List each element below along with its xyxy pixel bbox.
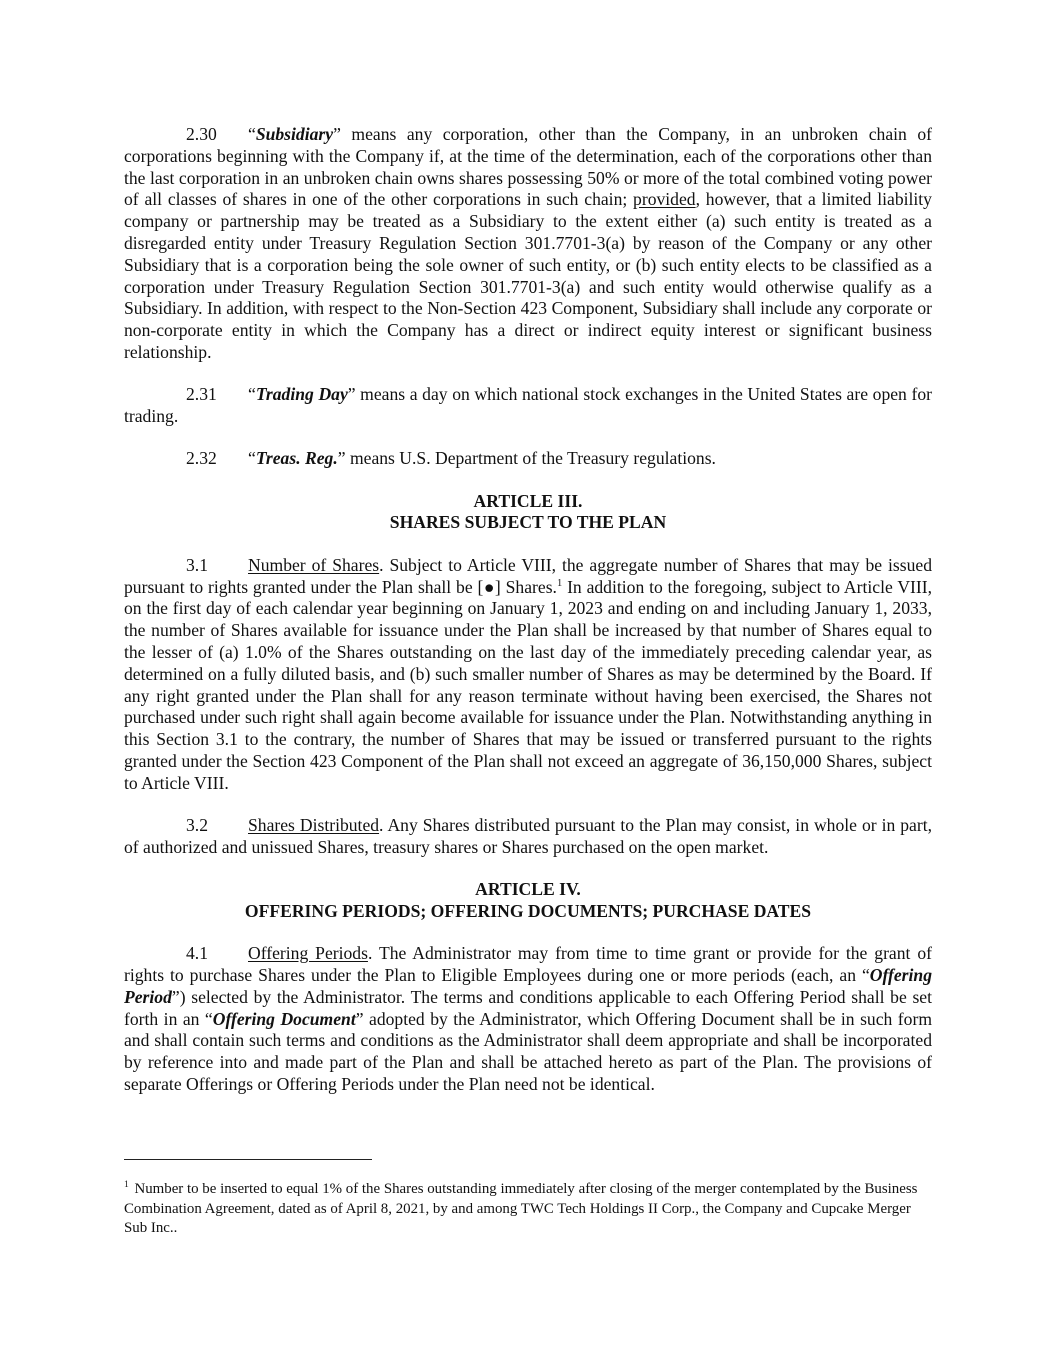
section-2-31 xyxy=(124,384,932,428)
defined-term-subsidiary: Subsidiary xyxy=(255,124,334,144)
article-4-subtitle: OFFERING PERIODS; OFFERING DOCUMENTS; PURCHASE DATES xyxy=(244,900,812,921)
article-3-title: ARTICLE III. xyxy=(473,490,583,511)
spacer xyxy=(124,923,932,944)
spacer xyxy=(124,364,932,385)
open-quote: “ xyxy=(248,124,256,144)
article-3-subtitle: SHARES SUBJECT TO THE PLAN xyxy=(389,512,667,533)
section-text: , however, that a limited liability company or partnership may be treated as a Subsidiary to the extent either (a) such entity is treated as a disregarded entity under Treasury Regulation Section 301.7701-3(a) by reason of the Company or any other Subsidiary that is a corporation being the sole owner of such entity, or (b) such entity elects to be classified as a corporation under Treasury Regulation Section 301.7701-3(a) and such entity would otherwise qualify as a Subsidiary. In addition, with respect to the Non-Section 423 Component, Subsidiary shall include any corporate or non-corporate entity in which the Company has a direct or indirect equity interest or significant business relationship. xyxy=(124,189,932,362)
spacer xyxy=(124,534,932,555)
section-text: In addition to the foregoing, subject to Article VIII, on the first day of each calendar year beginning on January 1, 2023 and ending on and including January 1, 2033, the number of Shares available for issuance under the Plan shall be increased by that number of Shares equal to the lesser of (a) 1.0% of the Shares outstanding on the last day of the immediately preceding calendar year, as determined on a fully diluted basis, and (b) such smaller number of Shares as may be determined by the Board. If any right granted under the Plan shall for any reason terminate without having been exercised, the Shares not purchased under such right shall again become available for issuance under the Plan. Notwithstanding anything in this Section 3.1 to the contrary, the number of Shares that may be issued or transferred pursuant to the rights granted under the Section 423 Component of the Plan shall not exceed an aggregate of 36,150,000 Shares, subject to Article VIII. xyxy=(124,576,932,793)
section-text: ”) selected by the Administrator. The terms and conditions applicable to each Offering Period shall be set forth in an “ xyxy=(124,986,932,1029)
section-3-1 xyxy=(124,555,932,795)
section-text: . Any Shares distributed pursuant to the Plan may consist, in whole or in part, of authorized and unissued Shares, treasury shares or Shares purchased on the open market. xyxy=(124,815,932,857)
footnote-reference[interactable]: 1 xyxy=(556,577,563,589)
spacer xyxy=(124,859,932,880)
section-heading: Shares Distributed xyxy=(248,815,380,836)
defined-term-trading-day: Trading Day xyxy=(255,384,348,405)
section-number: 2.30 xyxy=(186,124,217,144)
section-heading: Offering Periods xyxy=(248,943,368,964)
open-quote: “ xyxy=(248,384,256,405)
section-heading: Number of Shares xyxy=(248,554,380,575)
defined-term-treas-reg: Treas. Reg. xyxy=(255,448,338,469)
footnote-separator xyxy=(124,1159,372,1160)
section-text: ” means any corporation, other than the Company, in an unbroken chain of corporations beginning with the Company if, at the time of the determination, each of the corporations other than the last corporation in an unbroken chain owns shares possessing 50% or more of the total combined voting power of all classes of shares in one of the other corporations in such chain; xyxy=(124,124,932,210)
section-text: . Subject to Article VIII, the aggregate number of Shares that may be issued pursuant to rights granted under the Plan shall be [●] Shares. xyxy=(124,554,932,597)
article-4-title: ARTICLE IV. xyxy=(475,879,581,900)
defined-term-offering-period: Offering Period xyxy=(124,965,932,1007)
footnote xyxy=(124,1180,932,1239)
section-number: 3.1 xyxy=(186,554,208,575)
section-text: ” means U.S. Department of the Treasury regulations. xyxy=(337,448,716,469)
spacer xyxy=(124,428,932,449)
section-number: 4.1 xyxy=(186,943,208,964)
section-number: 2.31 xyxy=(186,384,217,405)
section-text: . The Administrator may from time to time grant or provide for the grant of rights to purchase Shares under the Plan to Eligible Employees during one or more periods (each, an “ xyxy=(124,943,932,985)
section-number: 2.32 xyxy=(186,448,217,469)
spacer xyxy=(124,795,932,816)
section-3-2 xyxy=(124,815,932,859)
footnote-text: Number to be inserted to equal 1% of the Shares outstanding immediately after closing of the merger contemplated by the Business Combination Agreement, dated as of April 8, 2021, by and among TWC Tech Holdings II Corp., the Company and Cupcake Merger Sub Inc.. xyxy=(124,1181,918,1236)
section-4-1 xyxy=(124,943,932,1096)
section-number: 3.2 xyxy=(186,815,208,836)
document-page xyxy=(124,124,932,1096)
defined-term-offering-document: Offering Document xyxy=(212,1008,356,1029)
section-2-32 xyxy=(124,448,932,470)
provided-term: provided xyxy=(633,189,696,210)
open-quote: “ xyxy=(248,448,256,469)
section-text: ” means a day on which national stock exchanges in the United States are open for trading. xyxy=(124,384,932,427)
section-2-30 xyxy=(124,124,932,364)
section-text: ” adopted by the Administrator, which Offering Document shall be in such form and shall contain such terms and conditions as the Administrator shall deem appropriate and shall be incorporated by reference into and made part of the Plan and shall be attached hereto as part of the Plan. The provisions of separate Offerings or Offering Periods under the Plan need not be identical. xyxy=(124,1008,933,1094)
footnote-marker: 1 xyxy=(124,1180,129,1191)
spacer xyxy=(124,470,932,491)
